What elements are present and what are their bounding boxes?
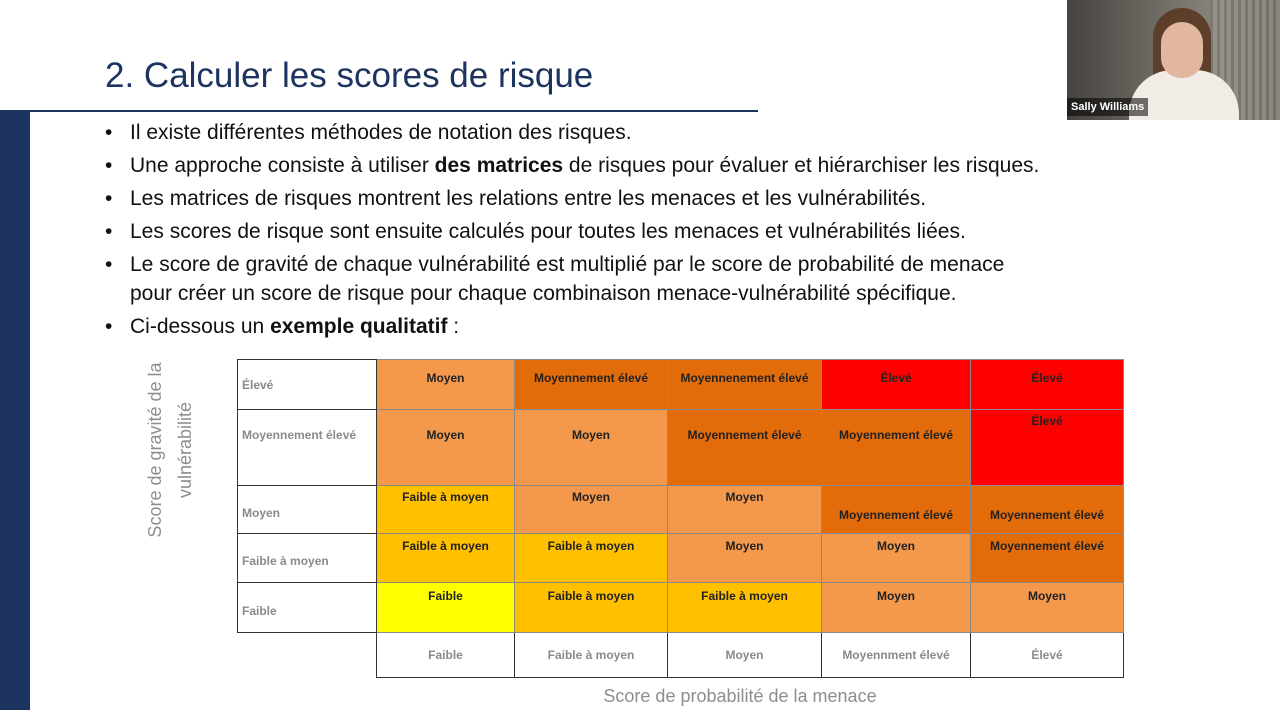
bullet-item: • Il existe différentes méthodes de notation des risques. [105, 118, 1195, 147]
matrix-cell: Moyen [515, 486, 668, 534]
x-axis-label: Score de probabilité de la menace [603, 686, 877, 706]
participant-video-tile[interactable] [1067, 0, 1280, 120]
matrix-cell: Moyennement élevé [822, 410, 971, 486]
participant-face [1161, 22, 1203, 78]
matrix-row [238, 360, 1124, 410]
title-underline [0, 110, 758, 112]
matrix-cell: Faible à moyen [377, 486, 515, 534]
slide-title: 2. Calculer les scores de risque [105, 56, 594, 95]
matrix-corner [238, 633, 377, 678]
y-axis-label: Score de gravité de la vulnérabilité [145, 362, 195, 538]
matrix-cell: Moyen [822, 534, 971, 583]
matrix-cell: Moyen [822, 583, 971, 633]
matrix-cell: Faible à moyen [515, 534, 668, 583]
matrix-cell: Moyennement élevé [971, 486, 1124, 534]
matrix-cell: Faible à moyen [668, 583, 822, 633]
matrix-cell: Faible [377, 583, 515, 633]
column-header: Faible [377, 633, 515, 678]
column-header: Moyen [668, 633, 822, 678]
matrix-cell: Moyen [377, 410, 515, 486]
matrix-cell: Élevé [822, 360, 971, 410]
matrix-cell: Moyen [668, 486, 822, 534]
matrix-cell: Moyen [515, 410, 668, 486]
matrix-row [238, 583, 1124, 633]
column-header: Moyennment élevé [822, 633, 971, 678]
matrix-column-headers [238, 633, 1124, 678]
participant-name-label: Sally Williams [1067, 98, 1148, 116]
matrix-cell: Moyennenement élevé [668, 360, 822, 410]
risk-matrix [237, 359, 1124, 678]
matrix-cell: Élevé [971, 360, 1124, 410]
matrix-cell: Moyen [377, 360, 515, 410]
bullet-item: • Les matrices de risques montrent les relations entre les menaces et les vulnérabilités. [105, 184, 1195, 213]
matrix-row [238, 486, 1124, 534]
row-header: Faible à moyen [238, 534, 377, 583]
matrix-row [238, 534, 1124, 583]
column-header: Faible à moyen [515, 633, 668, 678]
row-header: Faible [238, 583, 377, 633]
matrix-row [238, 410, 1124, 486]
matrix-cell: Faible à moyen [515, 583, 668, 633]
bullet-item: • Les scores de risque sont ensuite calculés pour toutes les menaces et vulnérabilités liées. [105, 217, 1195, 246]
row-header: Élevé [238, 360, 377, 410]
matrix-cell: Moyennement élevé [822, 486, 971, 534]
matrix-cell: Faible à moyen [377, 534, 515, 583]
matrix-cell: Moyennement élevé [515, 360, 668, 410]
matrix-cell: Moyennement élevé [668, 410, 822, 486]
bullet-item: • Le score de gravité de chaque vulnérabilité est multiplié par le score de probabilité de menace pour créer un score de risque pour chaque combinaison menace-vulnérabilité spécifique. [105, 250, 1195, 308]
bullet-item: • Une approche consiste à utiliser des matrices de risques pour évaluer et hiérarchiser les risques. [105, 151, 1195, 180]
bullet-item: • Ci-dessous un exemple qualitatif : [105, 312, 1195, 341]
column-header: Élevé [971, 633, 1124, 678]
row-header: Moyennement élevé [238, 410, 377, 486]
left-accent-bar [0, 111, 30, 710]
row-header: Moyen [238, 486, 377, 534]
bullet-list [105, 118, 1195, 345]
matrix-cell: Moyen [668, 534, 822, 583]
matrix-cell: Moyennement élevé [971, 534, 1124, 583]
matrix-cell: Élevé [971, 410, 1124, 486]
matrix-cell: Moyen [971, 583, 1124, 633]
